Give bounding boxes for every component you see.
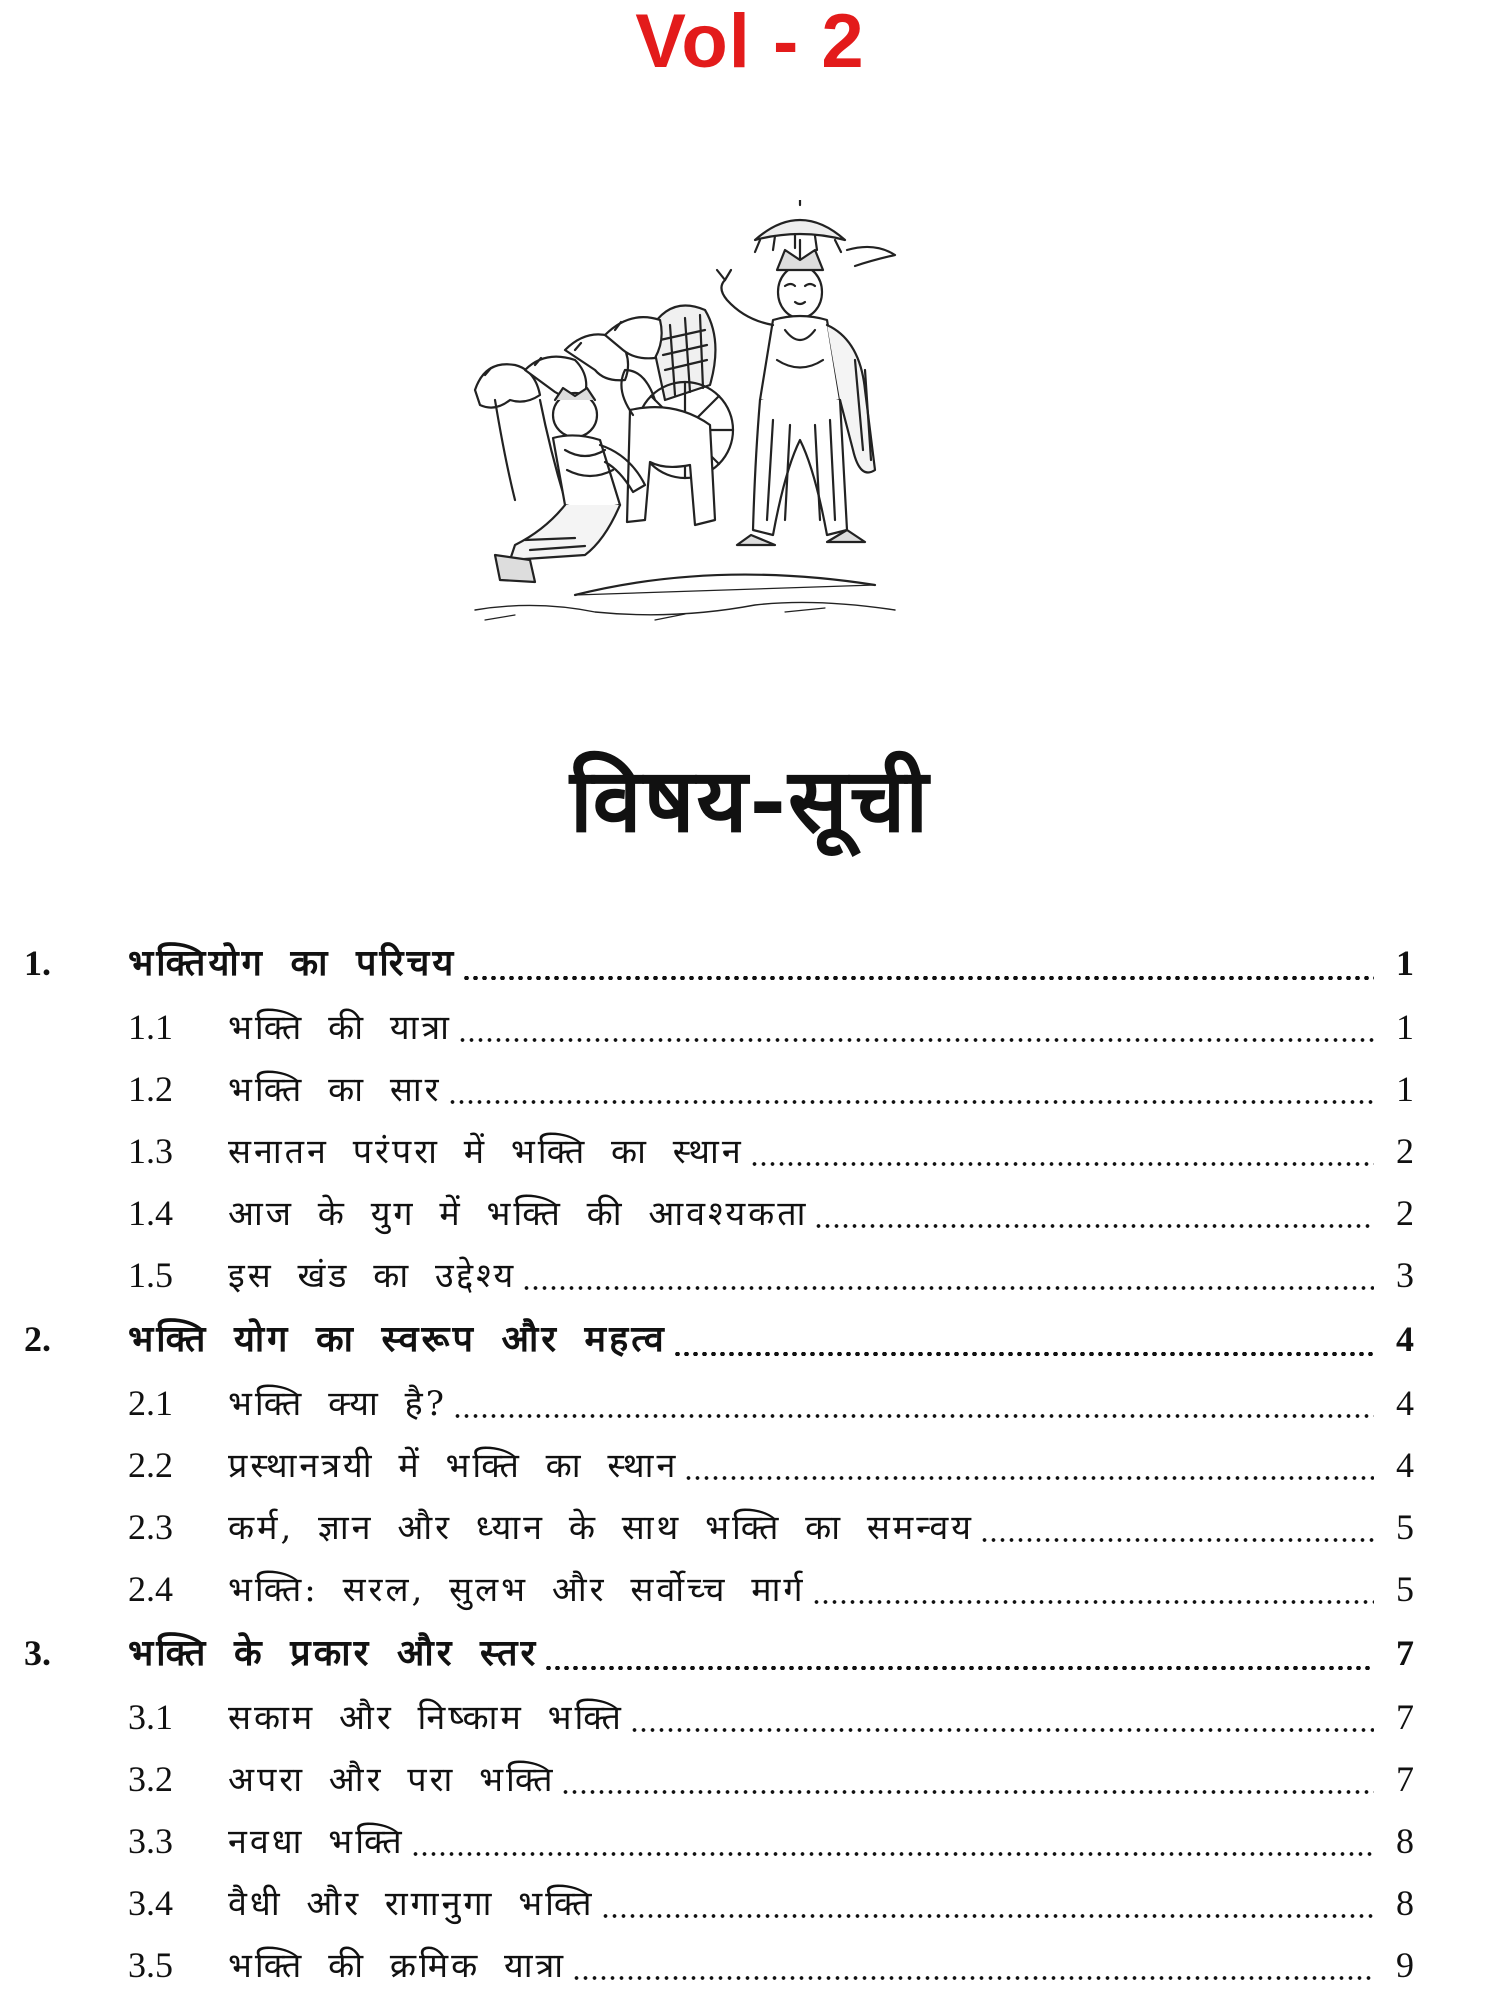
toc-entry-title: सकाम और निष्काम भक्ति	[228, 1698, 624, 1738]
toc-entry-title: आज के युग में भक्ति की आवश्यकता	[228, 1194, 809, 1234]
dot-leader	[630, 1728, 1374, 1732]
dot-leader	[522, 1286, 1374, 1290]
toc-section-row[interactable]	[24, 1872, 1414, 1934]
toc-entry-number: 3.1	[128, 1697, 173, 1737]
toc-entry-number: 3.	[24, 1633, 51, 1673]
toc-entry-page-number: 7	[1396, 1759, 1414, 1799]
toc-entry-title: भक्ति की क्रमिक यात्रा	[228, 1946, 567, 1986]
toc-section-row[interactable]	[24, 996, 1414, 1058]
toc-entry-title: भक्तियोग का परिचय	[128, 943, 457, 984]
dot-leader	[544, 1666, 1374, 1670]
toc-entry-page-number: 7	[1396, 1697, 1414, 1737]
toc-section-row[interactable]	[24, 1058, 1414, 1120]
toc-entry-title: भक्ति: सरल, सुलभ और सर्वोच्च मार्ग	[228, 1570, 806, 1610]
toc-entry-title: वैधी और रागानुगा भक्ति	[228, 1884, 595, 1924]
toc-chapter-row[interactable]	[24, 932, 1414, 996]
toc-section-row[interactable]	[24, 1244, 1414, 1306]
toc-entry-title: भक्ति क्या है?	[228, 1384, 447, 1424]
toc-entry-number: 3.3	[128, 1821, 173, 1861]
toc-section-row[interactable]	[24, 1434, 1414, 1496]
toc-entry-title: अपरा और परा भक्ति	[228, 1760, 556, 1800]
toc-entry-number: 1.2	[128, 1069, 173, 1109]
toc-entry-page-number: 8	[1396, 1821, 1414, 1861]
toc-section-row[interactable]	[24, 1558, 1414, 1620]
toc-entry-title: नवधा भक्ति	[228, 1822, 405, 1862]
dot-leader	[561, 1790, 1374, 1794]
dot-leader	[601, 1914, 1374, 1918]
volume-label: Vol - 2	[635, 0, 865, 84]
toc-entry-number: 2.	[24, 1319, 51, 1359]
toc-section-row[interactable]	[24, 1496, 1414, 1558]
toc-entry-title: भक्ति योग का स्वरूप और महत्व	[128, 1319, 667, 1360]
toc-section-row[interactable]	[24, 1120, 1414, 1182]
dot-leader	[458, 1038, 1374, 1042]
toc-entry-page-number: 9	[1396, 1945, 1414, 1985]
toc-entry-number: 1.	[24, 943, 51, 983]
toc-entry-page-number: 3	[1396, 1255, 1414, 1295]
toc-section-row[interactable]	[24, 1372, 1414, 1434]
dot-leader	[684, 1476, 1374, 1480]
toc-entry-page-number: 1	[1396, 943, 1414, 983]
toc-section-row[interactable]	[24, 1748, 1414, 1810]
toc-entry-page-number: 2	[1396, 1193, 1414, 1233]
dot-leader	[411, 1852, 1374, 1856]
toc-entry-number: 1.3	[128, 1131, 173, 1171]
dot-leader	[980, 1538, 1374, 1542]
dot-leader	[448, 1100, 1374, 1104]
toc-entry-page-number: 5	[1396, 1507, 1414, 1547]
krishna-arjuna-chariot-illustration	[455, 200, 975, 720]
toc-entry-number: 2.2	[128, 1445, 173, 1485]
toc-entry-number: 1.1	[128, 1007, 173, 1047]
toc-entry-page-number: 4	[1396, 1319, 1414, 1359]
toc-entry-title: इस खंड का उद्देश्य	[228, 1256, 517, 1296]
toc-entry-title: भक्ति के प्रकार और स्तर	[128, 1633, 539, 1674]
toc-entry-page-number: 2	[1396, 1131, 1414, 1171]
toc-section-row[interactable]	[24, 1810, 1414, 1872]
toc-section-row[interactable]	[24, 1686, 1414, 1748]
toc-entry-page-number: 5	[1396, 1569, 1414, 1609]
toc-entry-page-number: 4	[1396, 1383, 1414, 1423]
toc-entry-page-number: 1	[1396, 1069, 1414, 1109]
toc-entry-page-number: 4	[1396, 1445, 1414, 1485]
toc-entry-title: भक्ति की यात्रा	[228, 1008, 452, 1048]
toc-entry-title: कर्म, ज्ञान और ध्यान के साथ भक्ति का समन्वय	[228, 1508, 975, 1548]
table-of-contents	[24, 930, 1414, 1996]
toc-entry-title: सनातन परंपरा में भक्ति का स्थान	[228, 1132, 744, 1172]
toc-entry-page-number: 1	[1396, 1007, 1414, 1047]
toc-entry-title: प्रस्थानत्रयी में भक्ति का स्थान	[228, 1446, 679, 1486]
dot-leader	[462, 976, 1374, 980]
toc-title: विषय-सूची	[569, 748, 931, 852]
toc-entry-number: 2.4	[128, 1569, 173, 1609]
dot-leader	[750, 1162, 1374, 1166]
toc-entry-number: 2.3	[128, 1507, 173, 1547]
dot-leader	[814, 1224, 1374, 1228]
toc-entry-number: 1.5	[128, 1255, 173, 1295]
toc-entry-title: भक्ति का सार	[228, 1070, 442, 1110]
dot-leader	[673, 1352, 1374, 1356]
toc-section-row[interactable]	[24, 1934, 1414, 1996]
toc-entry-number: 3.4	[128, 1883, 173, 1923]
toc-entry-number: 1.4	[128, 1193, 173, 1233]
dot-leader	[453, 1414, 1374, 1418]
toc-entry-number: 2.1	[128, 1383, 173, 1423]
dot-leader	[572, 1976, 1374, 1980]
toc-entry-number: 3.5	[128, 1945, 173, 1985]
toc-entry-page-number: 7	[1396, 1633, 1414, 1673]
toc-entry-number: 3.2	[128, 1759, 173, 1799]
dot-leader	[812, 1600, 1374, 1604]
toc-chapter-row[interactable]	[24, 1622, 1414, 1686]
toc-section-row[interactable]	[24, 1182, 1414, 1244]
toc-chapter-row[interactable]	[24, 1308, 1414, 1372]
toc-entry-page-number: 8	[1396, 1883, 1414, 1923]
